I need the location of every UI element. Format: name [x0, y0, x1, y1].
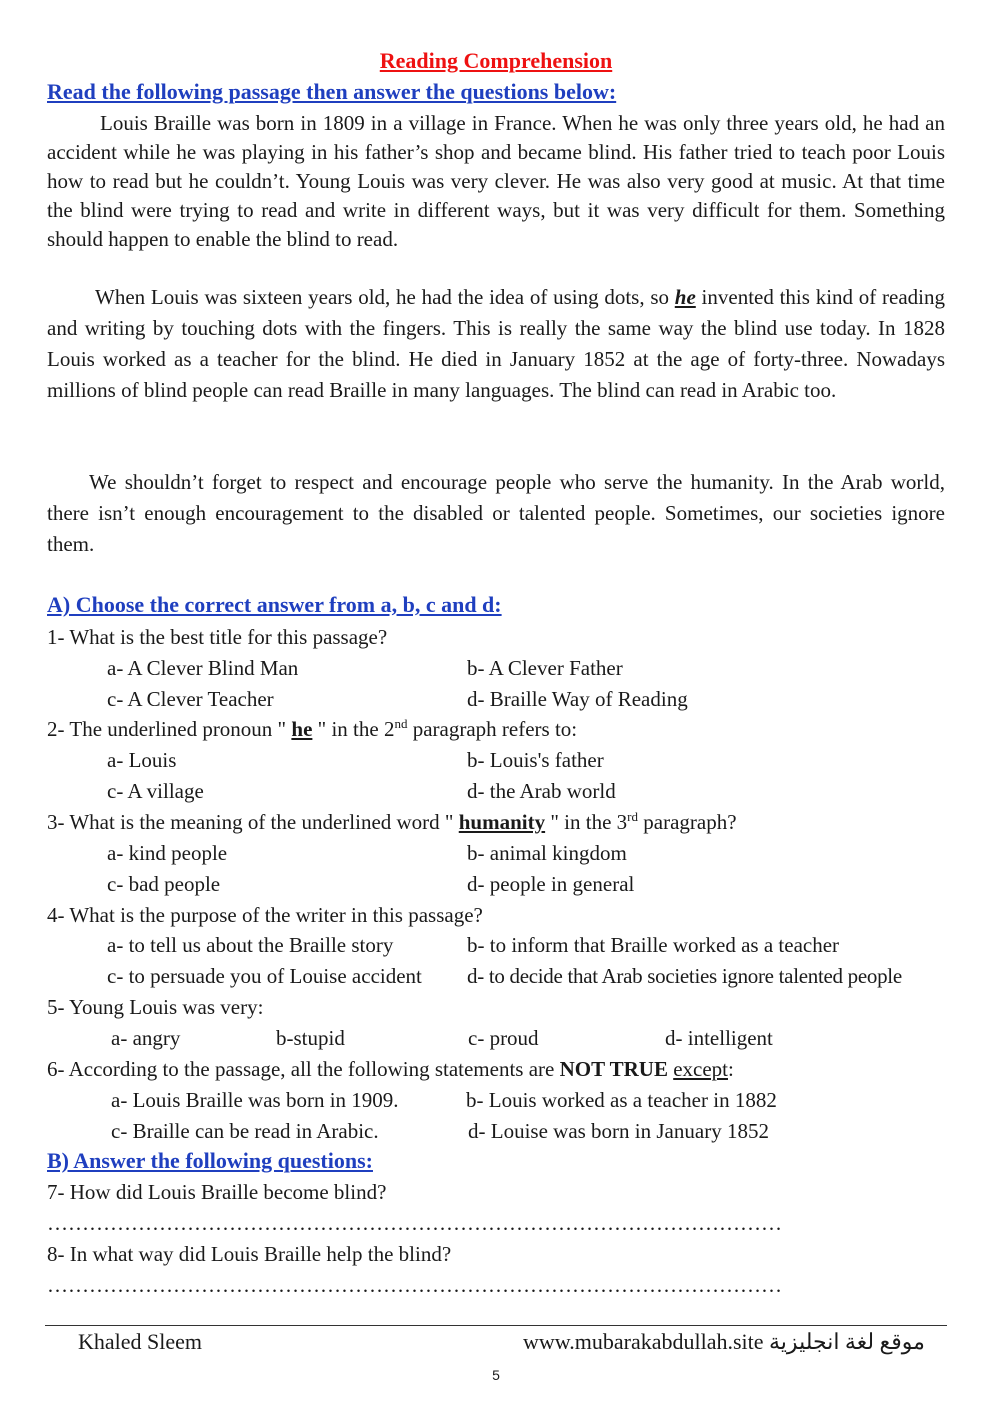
q4-option-b: b- to inform that Braille worked as a teacher [467, 933, 840, 957]
passage-paragraph-3 [47, 467, 945, 560]
q3-superscript: rd [627, 809, 639, 824]
q2-mid: " in the 2 [312, 717, 395, 741]
q5-option-c: c- proud [468, 1026, 539, 1050]
question-4: 4- What is the purpose of the writer in this passage? [47, 903, 483, 927]
q1-option-b: b- A Clever Father [467, 656, 623, 680]
q3-option-c: c- bad people [107, 872, 221, 896]
section-a-heading: A) Choose the correct answer from a, b, c and d: [47, 592, 502, 617]
footer-divider [45, 1325, 947, 1326]
question-5: 5- Young Louis was very: [47, 995, 264, 1019]
passage-paragraph-2 [47, 282, 945, 406]
q3-option-d: d- people in general [467, 872, 635, 896]
instruction-heading: Read the following passage then answer the questions below: [47, 79, 617, 104]
q5-option-d: d- intelligent [665, 1026, 773, 1050]
question-1: 1- What is the best title for this passage? [47, 625, 388, 649]
q4-option-a: a- to tell us about the Braille story [107, 933, 394, 957]
q3-option-b: b- animal kingdom [467, 841, 627, 865]
passage-paragraph-3-text: We shouldn’t forget to respect and encourage people who serve the humanity. In the Arab world, there isn’t enough encouragement to the disabled or talented people. Sometimes, our societies ignore them. [47, 470, 945, 556]
q6-not-true: NOT TRUE [559, 1057, 668, 1081]
q2-underlined-word: he [291, 717, 313, 741]
page-number: 5 [492, 1367, 500, 1383]
q2-superscript: nd [394, 716, 408, 731]
passage-paragraph-1 [47, 109, 945, 254]
q2-option-d: d- the Arab world [467, 779, 616, 803]
q3-mid: " in the 3 [545, 810, 628, 834]
passage-paragraph-2-after: invented this kind of reading and writing by touching dots with the fingers. This is really the same way the blind use today. In 1828 Louis worked as a teacher for the blind. He died in January 1852 at the age of forty-three. Nowadays millions of blind people can read Braille in many languages. The blind can read in Arabic too. [47, 285, 946, 402]
underlined-pronoun-he: he [674, 285, 696, 309]
q5-option-b: b-stupid [276, 1026, 345, 1050]
passage-paragraph-1-text: Louis Braille was born in 1809 in a village in France. When he was only three years old, he had an accident while he was playing in his father’s shop and became blind. His father tried to teach poor Louis how to read but he couldn’t. Young Louis was very clever. He was also very good at music. At that time the blind were trying to read and write in different ways, but it was very difficult for them. Something should happen to enable the blind to read. [47, 111, 945, 251]
question-8: 8- In what way did Louis Braille help the blind? [47, 1242, 452, 1266]
footer-site[interactable]: www.mubarakabdullah.site موقع لغة انجليزية [523, 1329, 925, 1354]
q5-option-a: a- angry [111, 1026, 181, 1050]
question-6 [47, 1056, 734, 1082]
q6-option-a: a- Louis Braille was born in 1909. [111, 1088, 399, 1112]
q2-post: paragraph refers to: [407, 717, 578, 741]
q1-option-d: d- Braille Way of Reading [467, 687, 688, 711]
q3-pre: 3- What is the meaning of the underlined word " [47, 810, 459, 834]
q6-except: except [673, 1057, 728, 1081]
q3-post: paragraph? [638, 810, 737, 834]
footer-author: Khaled Sleem [78, 1329, 203, 1354]
q2-pre: 2- The underlined pronoun " [47, 717, 292, 741]
answer-line-7[interactable]: …………………………………………………………………………………………… [47, 1211, 782, 1235]
question-7: 7- How did Louis Braille become blind? [47, 1180, 387, 1204]
q1-option-a: a- A Clever Blind Man [107, 656, 299, 680]
passage-paragraph-2-before: When Louis was sixteen years old, he had the idea of using dots, so [95, 285, 675, 309]
question-2 [47, 716, 577, 742]
q6-post: : [728, 1057, 734, 1081]
q2-option-c: c- A village [107, 779, 204, 803]
question-3 [47, 809, 737, 835]
q6-pre: 6- According to the passage, all the following statements are [47, 1057, 560, 1081]
q6-option-d: d- Louise was born in January 1852 [468, 1119, 769, 1143]
q3-option-a: a- kind people [107, 841, 228, 865]
q1-option-c: c- A Clever Teacher [107, 687, 274, 711]
q6-option-c: c- Braille can be read in Arabic. [111, 1119, 379, 1143]
q2-option-b: b- Louis's father [467, 748, 604, 772]
answer-line-8[interactable]: …………………………………………………………………………………………… [47, 1273, 782, 1297]
q4-option-c: c- to persuade you of Louise accident [107, 964, 422, 988]
section-b-heading: B) Answer the following questions: [47, 1148, 373, 1173]
q4-option-d: d- to decide that Arab societies ignore talented people [467, 964, 902, 988]
q6-option-b: b- Louis worked as a teacher in 1882 [466, 1088, 777, 1112]
q2-option-a: a- Louis [107, 748, 177, 772]
page-title: Reading Comprehension [379, 48, 613, 73]
q3-underlined-word: humanity [458, 810, 546, 834]
